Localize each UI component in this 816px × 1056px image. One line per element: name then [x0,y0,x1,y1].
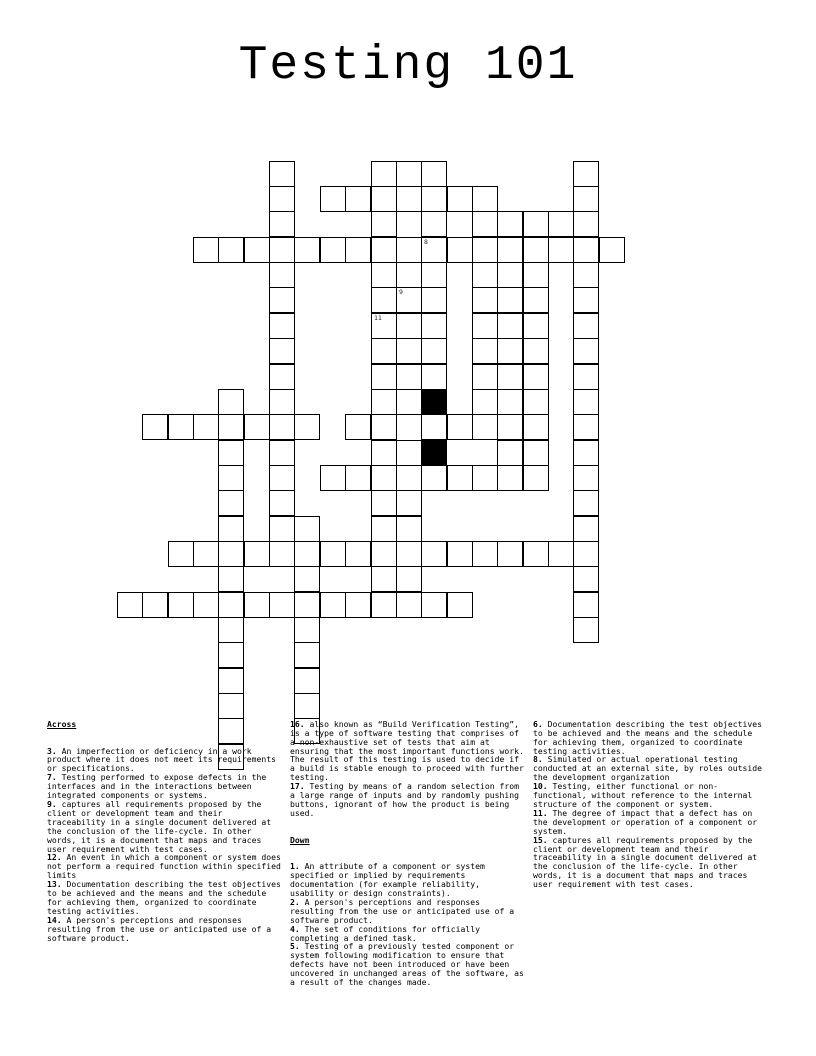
grid-cell[interactable] [345,592,371,618]
clue-number-label: 9 [399,288,403,296]
grid-cell[interactable] [523,313,549,339]
grid-cell[interactable] [345,414,371,440]
grid-cell[interactable] [573,237,599,263]
clue-number: 8. [533,754,543,765]
grid-cell[interactable] [168,414,194,440]
clue-number: 5. [290,941,300,952]
grid-cell[interactable] [447,465,473,491]
grid-cell[interactable] [497,465,523,491]
grid-cell[interactable] [523,389,549,415]
clue-item [290,862,526,898]
grid-cell[interactable] [497,237,523,263]
grid-cell[interactable] [193,541,219,567]
clue-text: Simulated or actual operational testing conducted at an external site, by roles outside the development organization [533,754,767,783]
grid-cell[interactable] [269,541,295,567]
clue-item [47,800,283,853]
grid-cell[interactable] [371,389,397,415]
grid-cell[interactable] [497,364,523,390]
clue-item [290,941,529,988]
grid-cell[interactable] [320,592,346,618]
grid-cell[interactable] [573,211,599,237]
clue-number: 4. [290,923,300,934]
grid-cell[interactable] [269,211,295,237]
grid-cell[interactable] [573,592,599,618]
clue-text: Testing, either functional or non-functional, without reference to the internal structure of the component or system. [533,781,758,809]
grid-cell[interactable] [345,186,371,212]
clue-number-label: 8 [424,238,428,246]
grid-cell[interactable] [573,364,599,390]
grid-cell[interactable] [371,287,397,313]
grid-cell[interactable] [269,516,295,542]
clue-item [47,852,286,881]
grid-cell[interactable] [269,465,295,491]
grid-cell[interactable] [573,541,599,567]
grid-cell[interactable] [523,287,549,313]
clue-text: Documentation describing the test objectives to be achieved and the means and the schedule for achieving them, organized to coordinate testing activities. [47,879,286,916]
grid-cell[interactable] [573,338,599,364]
grid-cell[interactable] [421,465,447,491]
grid-cell[interactable] [573,313,599,339]
grid-cell[interactable] [371,414,397,440]
grid-cell[interactable] [523,541,549,567]
grid-cell[interactable] [269,287,295,313]
grid-cell[interactable] [218,490,244,516]
grid-cell[interactable] [269,186,295,212]
grid-cell[interactable] [218,566,244,592]
clue-column-2 [290,702,529,996]
clue-item [290,718,529,783]
grid-cell[interactable] [472,389,498,415]
grid-cell[interactable] [396,313,422,339]
grid-cell[interactable] [218,617,244,643]
grid-block [421,389,447,415]
grid-cell[interactable] [573,490,599,516]
grid-cell[interactable] [371,490,397,516]
grid-cell[interactable] [573,414,599,440]
across-clues-b [290,718,529,818]
grid-cell[interactable] [548,237,574,263]
grid-cell[interactable] [472,237,498,263]
clue-text: An event in which a component or system does not perform a required function within specified limits [47,852,286,881]
grid-cell[interactable] [497,389,523,415]
grid-cell[interactable] [371,541,397,567]
grid-cell[interactable] [421,237,447,263]
clue-number: 10. [533,781,548,792]
clue-number: 2. [290,896,300,907]
down-clues-a [290,861,529,988]
grid-cell[interactable] [523,440,549,466]
grid-cell[interactable] [396,262,422,288]
grid-cell[interactable] [421,313,447,339]
clue-number: 3. [47,745,57,756]
grid-cell[interactable] [497,211,523,237]
grid-cell[interactable] [472,313,498,339]
grid-cell[interactable] [269,440,295,466]
grid-cell[interactable] [371,465,397,491]
clue-text: A person's perceptions and responses resulting from the use or anticipated use of a software product. [47,914,277,943]
grid-cell[interactable] [294,617,320,643]
grid-cell[interactable] [396,465,422,491]
grid-cell[interactable] [421,592,447,618]
clue-item [47,879,286,916]
clue-item [533,782,769,809]
grid-cell[interactable] [396,592,422,618]
clue-number: 12. [47,852,62,863]
grid-cell[interactable] [320,237,346,263]
grid-cell[interactable] [218,592,244,618]
grid-cell[interactable] [472,414,498,440]
grid-cell[interactable] [269,364,295,390]
clue-item [47,747,283,774]
grid-cell[interactable] [168,541,194,567]
grid-cell[interactable] [294,566,320,592]
clue-text: The degree of impact that a defect has on the development or operation of a component or system. [533,807,763,836]
grid-cell[interactable] [218,516,244,542]
grid-cell[interactable] [421,287,447,313]
grid-cell[interactable] [142,414,168,440]
grid-cell[interactable] [573,161,599,187]
grid-cell[interactable] [421,161,447,187]
grid-cell[interactable] [472,541,498,567]
clue-item [533,809,769,836]
grid-cell[interactable] [244,541,270,567]
clue-item [47,773,283,800]
grid-cell[interactable] [523,364,549,390]
clue-number: 17. [290,781,305,792]
grid-cell[interactable] [269,313,295,339]
grid-cell[interactable] [472,364,498,390]
grid-cell[interactable] [345,465,371,491]
grid-cell[interactable] [573,186,599,212]
grid-cell[interactable] [523,262,549,288]
grid-cell[interactable] [371,364,397,390]
grid-cell[interactable] [523,338,549,364]
grid-cell[interactable] [294,414,320,440]
grid-cell[interactable] [447,237,473,263]
grid-cell[interactable] [497,338,523,364]
grid-cell[interactable] [193,414,219,440]
grid-cell[interactable] [218,440,244,466]
grid-cell[interactable] [573,465,599,491]
grid-cell[interactable] [269,262,295,288]
grid-cell[interactable] [396,338,422,364]
grid-cell[interactable] [447,541,473,567]
clue-item [533,836,769,889]
grid-block [421,440,447,466]
clue-item [290,925,526,943]
grid-cell[interactable] [396,516,422,542]
grid-cell[interactable] [396,237,422,263]
grid-cell[interactable] [396,186,422,212]
grid-cell[interactable] [218,642,244,668]
grid-cell[interactable] [345,541,371,567]
grid-cell[interactable] [472,262,498,288]
clue-number: 14. [47,914,62,925]
grid-cell[interactable] [193,237,219,263]
grid-cell[interactable] [371,440,397,466]
clue-item [47,916,283,943]
across-heading: Across [47,718,77,729]
grid-cell[interactable] [421,262,447,288]
grid-cell[interactable] [472,338,498,364]
grid-cell[interactable] [421,186,447,212]
clue-number: 13. [47,879,62,890]
grid-cell[interactable] [320,186,346,212]
grid-cell[interactable] [447,186,473,212]
grid-cell[interactable] [218,414,244,440]
grid-cell[interactable] [320,541,346,567]
grid-cell[interactable] [371,186,397,212]
clue-text: Testing by means of a random selection from a large range of inputs and by randomly pushing buttons, ignorant of how the product is being used. [290,781,524,818]
clue-text: also known as “Build Verification Testing”, is a type of software testing that comprises of a non-exhaustive set of tests that aim at ensuring that the most important functions work. The result of this testing is used to decide if a build is stable enough to proceed with further testing. [290,718,529,783]
grid-cell[interactable] [218,465,244,491]
grid-cell[interactable] [396,161,422,187]
grid-cell[interactable] [371,237,397,263]
clue-item [290,782,526,818]
grid-cell[interactable] [472,186,498,212]
grid-cell[interactable] [548,211,574,237]
down-heading: Down [290,834,310,845]
clue-number: 11. [533,807,548,818]
grid-cell[interactable] [294,668,320,694]
grid-cell[interactable] [218,237,244,263]
grid-cell[interactable] [371,338,397,364]
grid-cell[interactable] [396,541,422,567]
grid-cell[interactable] [218,668,244,694]
clue-text: An attribute of a component or system specified or implied by requirements documentation (for example reliability, usability or design constraints). [290,861,490,899]
grid-cell[interactable] [320,465,346,491]
grid-cell[interactable] [497,313,523,339]
grid-cell[interactable] [294,516,320,542]
clue-item [533,720,769,756]
grid-cell[interactable] [523,211,549,237]
grid-cell[interactable] [573,440,599,466]
grid-cell[interactable] [396,287,422,313]
grid-cell[interactable] [447,592,473,618]
grid-cell[interactable] [523,465,549,491]
grid-cell[interactable] [294,642,320,668]
grid-cell[interactable] [497,440,523,466]
grid-cell[interactable] [218,389,244,415]
grid-cell[interactable] [421,338,447,364]
grid-cell[interactable] [371,313,397,339]
clue-text: An imperfection or deficiency in a work product where it does not meet its requirements or specifications. [47,745,281,774]
clue-number-label: 11 [374,314,382,322]
across-clues-a [47,745,286,943]
grid-cell[interactable] [573,617,599,643]
clue-number: 7. [47,772,57,783]
grid-cell[interactable] [371,211,397,237]
grid-cell[interactable] [396,566,422,592]
grid-cell[interactable] [396,440,422,466]
grid-cell[interactable] [573,262,599,288]
grid-cell[interactable] [421,414,447,440]
grid-cell[interactable] [396,490,422,516]
grid-cell[interactable] [396,364,422,390]
clue-item [533,755,769,782]
grid-cell[interactable] [421,364,447,390]
grid-cell[interactable] [523,237,549,263]
grid-cell[interactable] [294,541,320,567]
grid-cell[interactable] [573,287,599,313]
grid-cell[interactable] [371,592,397,618]
grid-cell[interactable] [421,211,447,237]
grid-cell[interactable] [117,592,143,618]
grid-cell[interactable] [218,541,244,567]
grid-cell[interactable] [294,592,320,618]
grid-cell[interactable] [371,566,397,592]
grid-cell[interactable] [142,592,168,618]
grid-cell[interactable] [244,592,270,618]
grid-cell[interactable] [294,237,320,263]
clue-number: 6. [533,718,543,729]
grid-cell[interactable] [244,237,270,263]
grid-cell[interactable] [472,465,498,491]
clue-number: 9. [47,798,57,809]
grid-cell[interactable] [472,211,498,237]
clue-number: 15. [533,834,548,845]
grid-cell[interactable] [548,541,574,567]
grid-cell[interactable] [269,338,295,364]
grid-cell[interactable] [523,414,549,440]
clue-text: The set of conditions for officially completing a defined task. [290,923,485,943]
grid-cell[interactable] [573,516,599,542]
clue-text: captures all requirements proposed by the client or development team and their traceability in a single document delivered at the conclusion of the life-cycle. In other words, it is a document that maps and traces user requirement with test cases. [47,798,277,854]
grid-cell[interactable] [168,592,194,618]
clue-column-1 [47,702,286,951]
grid-cell[interactable] [269,237,295,263]
grid-cell[interactable] [371,262,397,288]
grid-cell[interactable] [497,414,523,440]
down-clues-b [533,720,769,889]
clue-number: 1. [290,861,300,872]
grid-cell[interactable] [573,566,599,592]
clue-text: captures all requirements proposed by the client or development team and their traceability in a single document delivered at the conclusion of the life-cycle. In other words, it is a document that maps and traces user requirement with test cases. [533,834,763,890]
grid-cell[interactable] [421,541,447,567]
clue-text: Testing of a previously tested component or system following modification to ensure that defects have not been introduced or have been uncovered in unchanged areas of the software, as a result of the changes made. [290,941,529,988]
grid-cell[interactable] [497,541,523,567]
clue-number: 16. [290,718,305,729]
clue-text: Testing performed to expose defects in the interfaces and in the interactions between integrated components or systems. [47,772,272,801]
grid-cell[interactable] [269,161,295,187]
grid-cell[interactable] [269,414,295,440]
grid-cell[interactable] [269,592,295,618]
grid-cell[interactable] [244,414,270,440]
grid-cell[interactable] [447,414,473,440]
grid-cell[interactable] [497,262,523,288]
grid-cell[interactable] [472,287,498,313]
grid-cell[interactable] [269,389,295,415]
clue-text: A person's perceptions and responses resulting from the use or anticipated use of a software product. [290,896,520,925]
grid-cell[interactable] [371,516,397,542]
grid-cell[interactable] [269,490,295,516]
grid-cell[interactable] [396,389,422,415]
clue-item [290,898,526,925]
grid-cell[interactable] [345,237,371,263]
clue-column-3 [533,702,769,898]
puzzle-title: Testing 101 [238,39,578,93]
clue-text: Documentation describing the test objectives to be achieved and the means and the schedule for achieving them, organized to coordinate testing activities. [533,718,767,756]
grid-cell[interactable] [371,161,397,187]
grid-cell[interactable] [573,389,599,415]
grid-cell[interactable] [599,237,625,263]
grid-cell[interactable] [193,592,219,618]
grid-cell[interactable] [497,287,523,313]
